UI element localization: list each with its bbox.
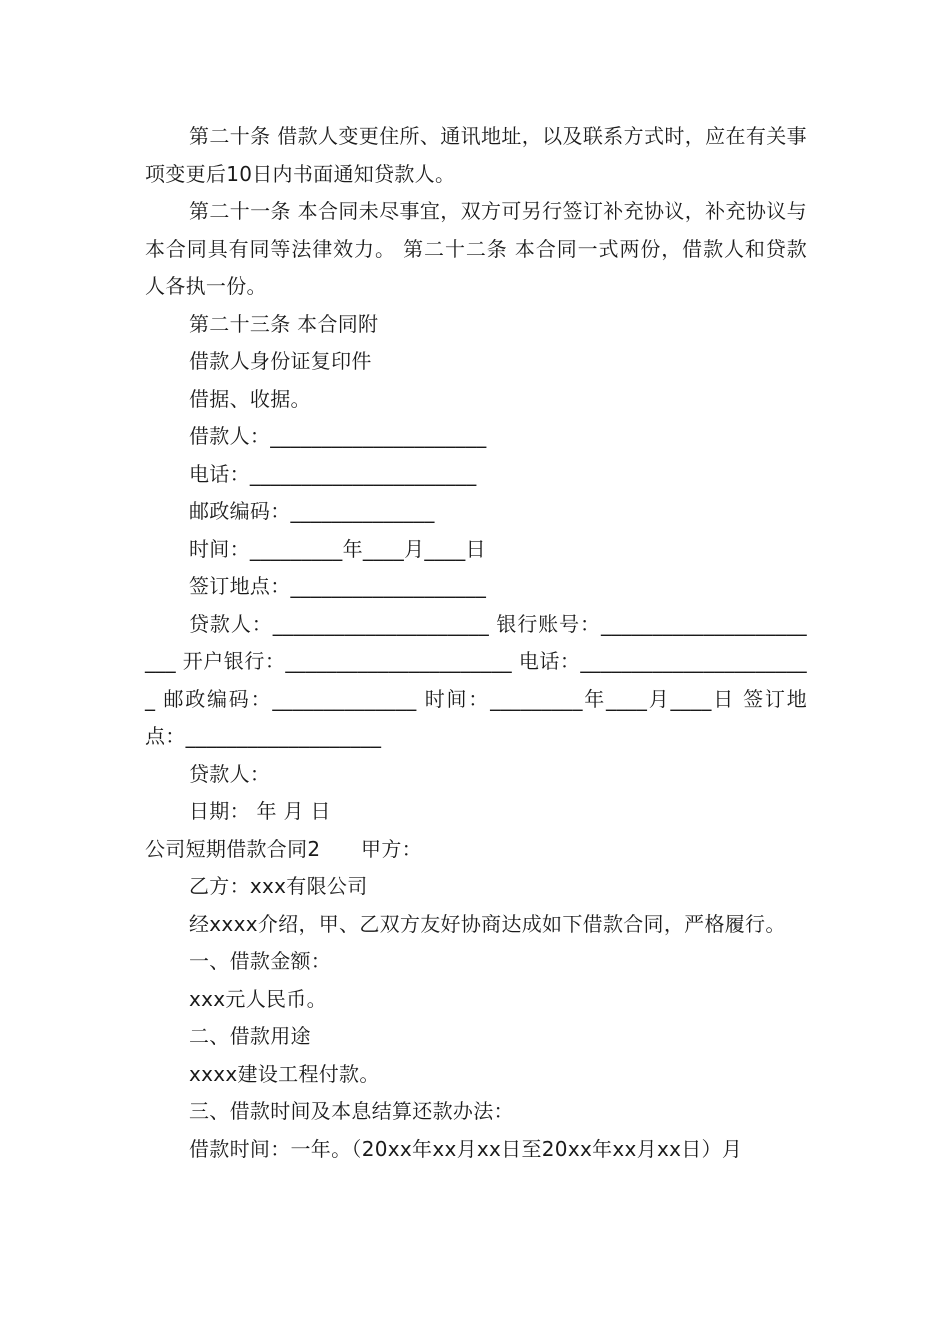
loan-amount: xxx元人民币。: [189, 986, 327, 1011]
lender-signature: 贷款人：: [189, 761, 271, 786]
signature-date: 日期： 年 月 日: [189, 799, 331, 823]
section-1-heading: 一、借款金额：: [189, 949, 332, 973]
lender-fields-block: 贷款人：_____________________ 银行账号：_______________________ 开户银行：______________________ 电话：_______________________ 邮政编码：______________ 时间：_________年____月____日 签订地点：___________________: [145, 611, 807, 748]
document-body: [145, 118, 807, 1168]
section-3-heading: 三、借款时间及本息结算还款办法：: [189, 1099, 514, 1123]
article-23: 第二十三条 本合同附: [189, 311, 379, 336]
attachment-receipt: 借据、收据。: [189, 386, 311, 411]
section-2-heading: 二、借款用途: [189, 1024, 311, 1048]
borrower-postcode-field: 邮政编码：______________: [189, 499, 435, 523]
borrower-place-field: 签订地点：___________________: [189, 574, 487, 598]
article-21-22: 第二十一条 本合同未尽事宜，双方可另行签订补充协议，补充协议与本合同具有同等法律效力。 第二十二条 本合同一式两份，借款人和贷款人各执一份。: [145, 199, 807, 298]
borrower-date-field: 时间：_________年____月____日: [189, 536, 486, 561]
loan-purpose: xxxx建设工程付款。: [189, 1061, 380, 1086]
borrower-phone-field: 电话：______________________: [189, 461, 477, 486]
contract-2-title: 公司短期借款合同2 甲方：: [145, 836, 422, 861]
attachment-id-copy: 借款人身份证复印件: [189, 349, 372, 373]
contract-intro: 经xxxx介绍，甲、乙双方友好协商达成如下借款合同，严格履行。: [189, 911, 786, 936]
party-b: 乙方：xxx有限公司: [189, 874, 368, 898]
loan-term: 借款时间：一年。（20xx年xx月xx日至20xx年xx月xx日）月: [189, 1136, 743, 1161]
article-20: 第二十条 借款人变更住所、通讯地址，以及联系方式时，应在有关事项变更后10日内书面通知贷款人。: [145, 124, 807, 186]
borrower-field: 借款人：_____________________: [189, 424, 487, 448]
